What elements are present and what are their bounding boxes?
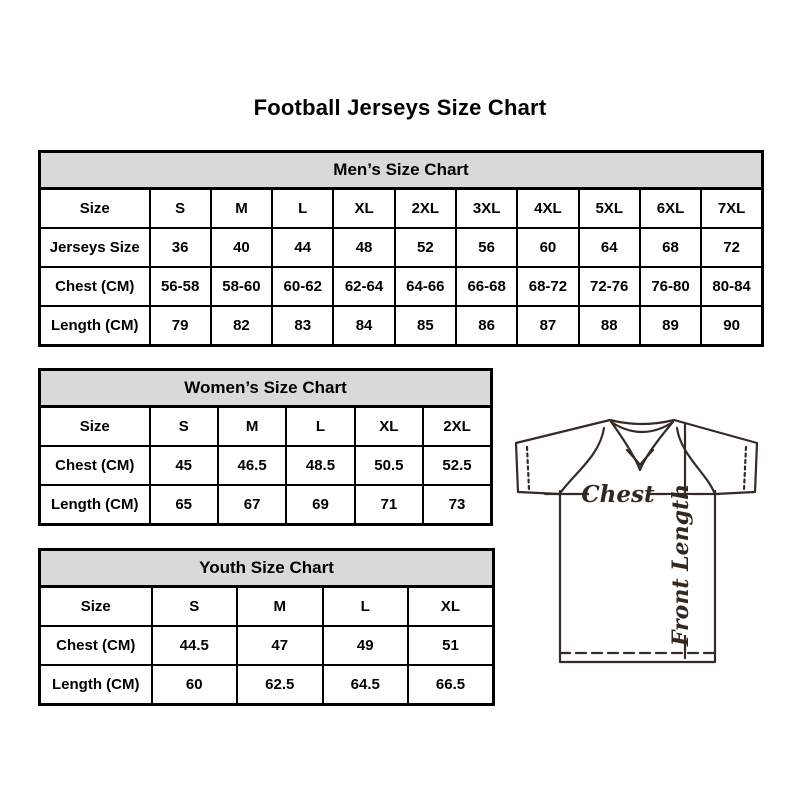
value-cell: 62-64 [333,267,394,306]
value-cell: 46.5 [218,446,286,485]
row-label-cell: Length (CM) [40,665,152,705]
table-title-band: Women’s Size Chart [40,370,492,407]
value-cell: 58-60 [211,267,272,306]
table-row [40,485,492,525]
table-row [40,665,494,705]
value-cell: 87 [517,306,578,346]
value-cell: 85 [395,306,456,346]
value-cell: XL [333,189,394,229]
value-cell: 40 [211,228,272,267]
value-cell: M [237,587,323,627]
value-cell: XL [355,407,423,447]
value-cell: L [286,407,354,447]
value-cell: 48.5 [286,446,354,485]
mens-size-table [38,150,764,347]
row-label-cell: Size [40,189,150,229]
value-cell: 56-58 [150,267,211,306]
value-cell: 52 [395,228,456,267]
table-row [40,189,763,229]
table-row [40,267,763,306]
table-row [40,407,492,447]
value-cell: 64.5 [323,665,409,705]
value-cell: 72 [701,228,762,267]
value-cell: 69 [286,485,354,525]
value-cell: 71 [355,485,423,525]
table-header-row [40,370,492,407]
value-cell: 89 [640,306,701,346]
value-cell: L [323,587,409,627]
jersey-right-armhole-seam [677,428,714,492]
jersey-diagram-svg [503,410,765,668]
front-length-measure-label: Front Length [668,483,694,647]
value-cell: 64 [579,228,640,267]
value-cell: 62.5 [237,665,323,705]
value-cell: S [150,407,218,447]
value-cell: 64-66 [395,267,456,306]
womens-size-table [38,368,493,526]
value-cell: 76-80 [640,267,701,306]
value-cell: 79 [150,306,211,346]
row-label-cell: Chest (CM) [40,626,152,665]
jersey-left-cuff-stitch [527,447,529,490]
value-cell: 86 [456,306,517,346]
value-cell: 3XL [456,189,517,229]
chest-measure-label: Chest [581,481,655,508]
value-cell: M [211,189,272,229]
value-cell: 88 [579,306,640,346]
table-row [40,587,494,627]
value-cell: 2XL [423,407,491,447]
value-cell: 51 [408,626,494,665]
table-title-band: Men’s Size Chart [40,152,763,189]
value-cell: L [272,189,333,229]
table-row [40,446,492,485]
value-cell: 44.5 [152,626,238,665]
value-cell: 73 [423,485,491,525]
value-cell: 84 [333,306,394,346]
jersey-measurement-diagram [503,410,765,668]
value-cell: 36 [150,228,211,267]
value-cell: 72-76 [579,267,640,306]
value-cell: 6XL [640,189,701,229]
value-cell: 80-84 [701,267,762,306]
value-cell: 56 [456,228,517,267]
value-cell: 48 [333,228,394,267]
value-cell: 66.5 [408,665,494,705]
value-cell: 44 [272,228,333,267]
value-cell: XL [408,587,494,627]
value-cell: 5XL [579,189,640,229]
value-cell: 47 [237,626,323,665]
value-cell: 52.5 [423,446,491,485]
value-cell: 49 [323,626,409,665]
value-cell: 65 [150,485,218,525]
value-cell: 67 [218,485,286,525]
table-header-row [40,550,494,587]
row-label-cell: Jerseys Size [40,228,150,267]
jersey-collar-top [610,420,674,424]
table-header-row [40,152,763,189]
youth-size-table [38,548,495,706]
value-cell: 50.5 [355,446,423,485]
value-cell: S [150,189,211,229]
table-row [40,306,763,346]
value-cell: 68 [640,228,701,267]
value-cell: 60-62 [272,267,333,306]
value-cell: 90 [701,306,762,346]
value-cell: 68-72 [517,267,578,306]
table-title-band: Youth Size Chart [40,550,494,587]
value-cell: 45 [150,446,218,485]
value-cell: 66-68 [456,267,517,306]
value-cell: 4XL [517,189,578,229]
row-label-cell: Length (CM) [40,485,150,525]
value-cell: 2XL [395,189,456,229]
row-label-cell: Size [40,407,150,447]
value-cell: 60 [517,228,578,267]
page-title: Football Jerseys Size Chart [253,95,547,120]
value-cell: M [218,407,286,447]
value-cell: 83 [272,306,333,346]
value-cell: S [152,587,238,627]
value-cell: 82 [211,306,272,346]
row-label-cell: Chest (CM) [40,446,150,485]
value-cell: 7XL [701,189,762,229]
table-row [40,228,763,267]
row-label-cell: Size [40,587,152,627]
row-label-cell: Chest (CM) [40,267,150,306]
row-label-cell: Length (CM) [40,306,150,346]
table-row [40,626,494,665]
value-cell: 60 [152,665,238,705]
jersey-right-cuff-stitch [744,447,746,490]
